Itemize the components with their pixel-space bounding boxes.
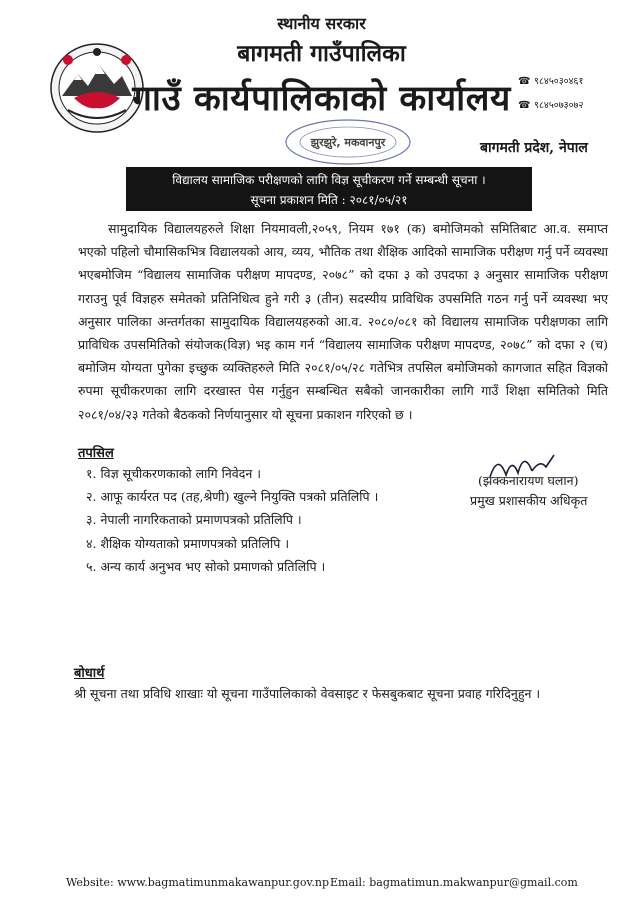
office-title: गाउँ कार्यपालिकाको कार्यालय [132, 78, 511, 119]
office-stamp [268, 116, 428, 168]
notice-subject: विद्यालय सामाजिक परीक्षणको लागि विज्ञ सूचीकरण गर्ने सम्बन्धी सूचना । [172, 173, 486, 187]
note-heading: बोधार्थ [74, 666, 105, 681]
notice-banner [126, 167, 532, 211]
note-text: श्री सूचना तथा प्रविधि शाखाः यो सूचना गाउँपालिकाको वेवसाइट र फेसबुकबाट सूचना प्रवाह गरिदिनुहुन । [74, 686, 541, 701]
list-item: ३. नेपाली नागरिकताको प्रमाणपत्रको प्रतिलिपि । [86, 512, 302, 528]
signatory-name: (झक्कनारायण घलान) [478, 473, 579, 488]
phone-row [518, 70, 583, 94]
notice-published-date: सूचना प्रकाशन मिति : २०८१/०५/२१ [250, 193, 408, 207]
footer-website: Website: www.bagmatimunmakawanpur.gov.np [66, 876, 330, 889]
list-item: १. विज्ञ सूचीकरणकाको लागि निवेदन । [86, 466, 262, 481]
phone-number: ९८४५०३०४६१ [534, 76, 584, 87]
footer-email: Email: bagmatimun.makwanpur@gmail.com [330, 876, 578, 889]
municipality-name: बागमती गाउँपालिका [237, 40, 406, 67]
list-item: ४. शैक्षिक योग्यताको प्रमाणपत्रको प्रतिलिपि । [86, 535, 290, 551]
tapasil-heading: तपसिल [78, 446, 114, 461]
phone-row [518, 94, 583, 118]
local-government-label: स्थानीय सरकार [277, 14, 366, 33]
list-item: २. आफू कार्यरत पद (तह,श्रेणी) खुल्ने नियुक्ति पत्रको प्रतिलिपि । [86, 489, 379, 505]
tapasil-list [86, 462, 378, 578]
phone-list [518, 70, 583, 118]
svg-text:झुरझुरे, मकवानपुर: झुरझुरे, मकवानपुर [310, 136, 386, 149]
province-label: बागमती प्रदेश, नेपाल [480, 140, 588, 156]
phone-number: ९८४५०७३०७२ [534, 100, 584, 111]
list-item: ५. अन्य कार्य अनुभव भए सोको प्रमाणको प्रतिलिपि । [86, 558, 326, 574]
notice-body-paragraph: सामुदायिक विद्यालयहरुले शिक्षा नियमावली,२०५९, नियम १७१ (क) बमोजिमको समितिबाट आ.व. समाप्त भएको पहिलो चौमासिकभित्र विद्यालयको आय, व्यय, भौतिक तथा शैक्षिक आदिको सामाजिक परीक्षण गर्नु पर्ने व्यवस्था भएबमोजिम “विद्यालय सामाजिक परीक्षण मापदण्ड, २०७८” को दफा ३ को उपदफा ३ अनुसार सामाजिक परीक्षण गराउनु पूर्व विज्ञहरु समेतको प्रतिनिधित्व हुने गरी ३ (तीन) सदस्यीय प्राविधिक उपसमिति गठन गर्नु पर्ने व्यवस्था भए अनुसार पालिका अन्तर्गतका सामुदायिक विद्यालयहरुको आ.व. २०८०/०८१ को विद्यालय सामाजिक परीक्षणका लागि प्राविधिक उपसमितिको संयोजक(विज्ञ) भइ काम गर्न “विद्यालय सामाजिक परीक्षण मापदण्ड, २०७८” को दफा २ (च) बमोजिम योग्यता पुगेका इच्छुक व्यक्तिहरुले मिति २०८१/०५/२८ गतेभित्र तपसिल बमोजिमको कागजात सहित विज्ञको रुपमा सूचीकरणका लागि दरखास्त पेस गर्नुहुन सम्बन्धित सबैको जानकारीका लागि गाउँ शिक्षा समितिको मिति २०८१/०४/२३ गतेको बैठकको निर्णयानुसार यो सूचना प्रकाशन गरिएको छ । [78, 221, 608, 422]
telephone-icon: ☎ [518, 76, 531, 87]
telephone-icon: ☎ [518, 100, 531, 111]
signatory-title: प्रमुख प्रशासकीय अधिकृत [470, 493, 588, 508]
